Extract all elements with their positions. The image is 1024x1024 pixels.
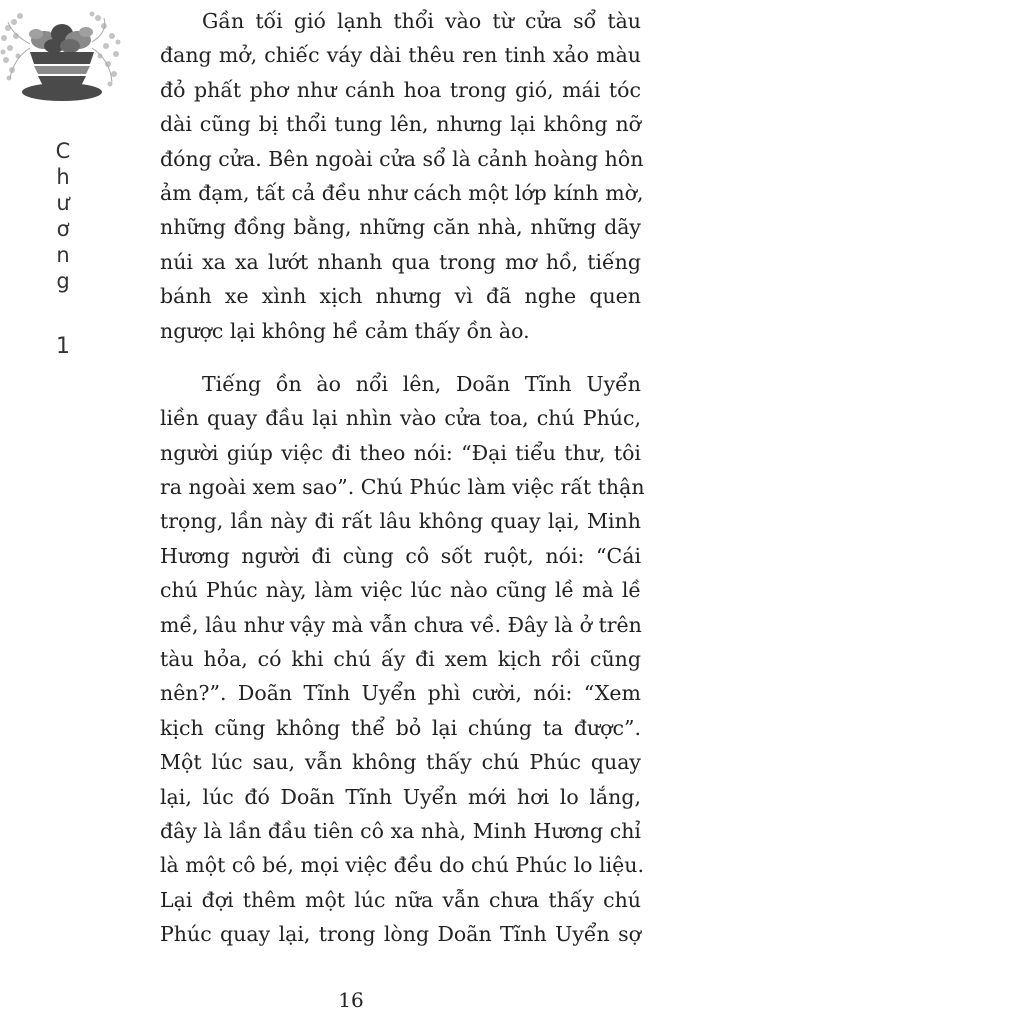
- text-line: liền quay đầu lại nhìn vào cửa toa, chú Phúc,: [160, 406, 641, 431]
- text-line: những đồng bằng, những căn nhà, những dãy: [160, 215, 641, 240]
- text-line: Một lúc sau, vẫn không thấy chú Phúc quay: [160, 750, 641, 775]
- text-line: nên?”. Doãn Tĩnh Uyển phì cười, nói: “Xem: [160, 681, 641, 706]
- chapter-label: [50, 138, 76, 359]
- text-line: ngược lại không hề cảm thấy ồn ào.: [160, 318, 530, 343]
- body-text: [160, 4, 645, 952]
- text-line: Hương người đi cùng cô sốt ruột, nói: “Cái: [160, 543, 641, 568]
- text-line: bánh xe xình xịch nhưng vì đã nghe quen: [160, 284, 641, 309]
- text-line: mề, lâu như vậy mà vẫn chưa về. Đây là ở trên: [160, 612, 642, 637]
- text-line: Phúc quay lại, trong lòng Doãn Tĩnh Uyển sợ: [160, 922, 641, 947]
- paragraph: [160, 4, 644, 348]
- text-line: đây là lần đầu tiên cô xa nhà, Minh Hương chỉ: [160, 818, 641, 843]
- chapter-label-letter: n: [56, 243, 70, 267]
- text-line: đang mở, chiếc váy dài thêu ren tinh xảo màu: [160, 43, 641, 68]
- paragraph: [160, 367, 645, 952]
- page-number: 16: [338, 988, 364, 1012]
- text-line: là một cô bé, mọi việc đều do chú Phúc lo liệu.: [160, 853, 644, 878]
- text-line: Tiếng ồn ào nổi lên, Doãn Tĩnh Uyển: [202, 371, 641, 396]
- text-line: lại, lúc đó Doãn Tĩnh Uyển mới hơi lo lắng,: [160, 784, 641, 809]
- text-line: người giúp việc đi theo nói: “Đại tiểu thư, tôi: [160, 440, 641, 465]
- chapter-label-letter: ư: [56, 191, 70, 215]
- chapter-number: 1: [56, 334, 70, 359]
- text-line: núi xa xa lướt nhanh qua trong mơ hồ, tiếng: [160, 249, 641, 274]
- text-line: Gần tối gió lạnh thổi vào từ cửa sổ tàu: [202, 9, 641, 33]
- chapter-label-letter: g: [56, 269, 70, 293]
- text-line: đóng cửa. Bên ngoài cửa sổ là cảnh hoàng hôn: [160, 146, 644, 171]
- text-line: đỏ phất phơ như cánh hoa trong gió, mái tóc: [160, 77, 641, 102]
- text-line: kịch cũng không thể bỏ lại chúng ta được”.: [160, 715, 641, 740]
- text-line: ảm đạm, tất cả đều như cách một lớp kính mờ,: [160, 180, 644, 205]
- text-line: dài cũng bị thổi tung lên, nhưng lại không nỡ: [160, 112, 641, 137]
- chapter-label-letter: ơ: [56, 217, 70, 241]
- text-line: tàu hỏa, có khi chú ấy đi xem kịch rồi cũng: [160, 647, 641, 672]
- text-line: chú Phúc này, làm việc lúc nào cũng lề mà lề: [160, 578, 641, 603]
- text-line: Lại đợi thêm một lúc nữa vẫn chưa thấy chú: [160, 887, 641, 912]
- potted-plant-icon: [0, 8, 125, 103]
- text-line: trọng, lần này đi rất lâu không quay lại, Minh: [160, 509, 641, 534]
- chapter-label-letter: h: [56, 165, 70, 189]
- text-line: ra ngoài xem sao”. Chú Phúc làm việc rất thận: [160, 475, 645, 500]
- chapter-label-letter: C: [55, 139, 71, 163]
